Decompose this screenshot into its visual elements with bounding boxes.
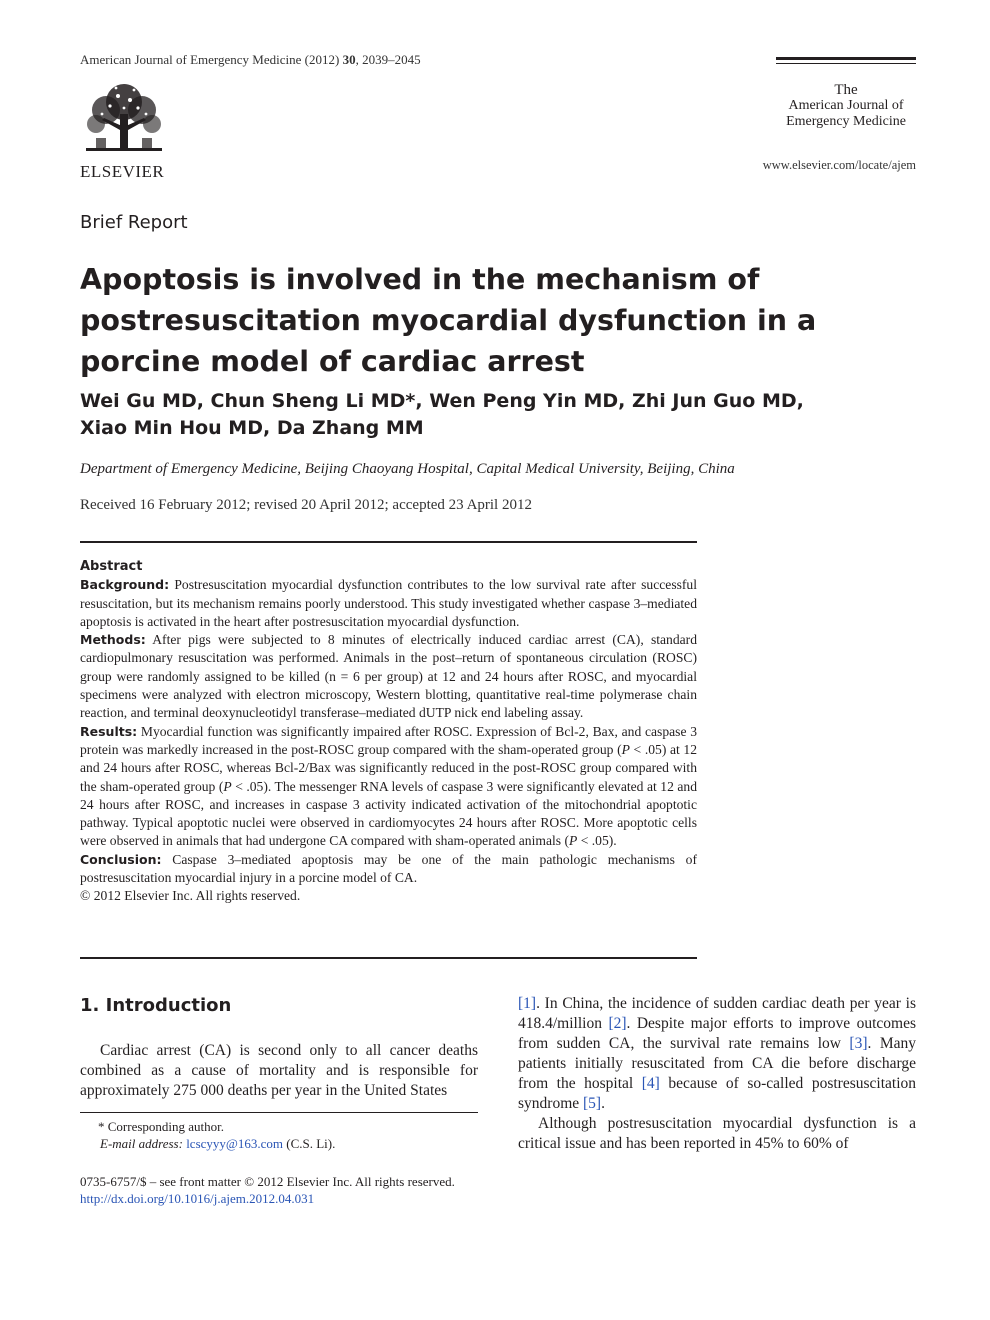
issn-block	[80, 1173, 500, 1207]
footnote	[80, 1118, 478, 1152]
abstract	[80, 558, 697, 906]
elsevier-tree-icon	[80, 80, 168, 160]
issn-line: 0735-6757/$ – see front matter © 2012 Elsevier Inc. All rights reserved.	[80, 1174, 455, 1189]
intro-paragraph-1: Cardiac arrest (CA) is second only to all cancer deaths combined as a cause of mortality and is responsible for approximately 275 000 deaths per year in the United States	[80, 1042, 478, 1099]
article-title: Apoptosis is involved in the mechanism of postresuscitation myocardial dysfunction in a porcine model of cardiac arrest	[80, 263, 817, 378]
journal-masthead	[776, 57, 916, 130]
publisher-name: ELSEVIER	[80, 162, 165, 181]
abstract-background: Background: Postresuscitation myocardial dysfunction contributes to the low survival rate after successful resuscitation, but its mechanism remains poorly understood. This study investigated whether caspase 3–mediated apoptosis is activated in the heart after postresuscitation myocardial dysfunction.	[80, 577, 697, 629]
elsevier-logo	[80, 80, 172, 182]
intro-right-column	[518, 994, 916, 1154]
abstract-results: Results: Myocardial function was significantly impaired after ROSC. Expression of Bcl-2, Bax, and caspase 3 protein was markedly increased in the post-ROSC group compared with the sham-operated group (P < .05) at 12 and 24 hours after ROSC, whereas Bcl-2/Bax was significantly reduced in the post-ROSC group compared with the sham-operated group (P < .05). The messenger RNA levels of caspase 3 were significantly elevated at 12 and 24 hours after ROSC, and increases in caspase 3 activity indicated activation of the mitochondrial apoptotic pathway. Typical apoptotic nuclei were observed in cardiomyocytes 24 hours after ROSC. More apoptotic cells were observed in animals that had undergone CA compared with sham-operated animals (P < .05).	[80, 723, 698, 849]
footnote-rule	[80, 1112, 478, 1113]
reference-link-1[interactable]: [1]	[518, 995, 537, 1012]
abstract-conclusion: Conclusion: Caspase 3–mediated apoptosis may be one of the main pathologic mechanisms of postresuscitation myocardial injury in a porcine model of CA.	[80, 851, 697, 886]
masthead-rule	[776, 57, 916, 60]
reference-link-4[interactable]: [4]	[641, 1075, 660, 1092]
journal-citation: American Journal of Emergency Medicine (2012) 30, 2039–2045	[80, 52, 421, 67]
reference-link-5[interactable]: [5]	[583, 1095, 602, 1112]
author-list: Wei Gu MD, Chun Sheng Li MD*, Wen Peng Yin MD, Zhi Jun Guo MD, Xiao Min Hou MD, Da Zhang MM	[80, 390, 804, 439]
abstract-methods: Methods: After pigs were subjected to 8 minutes of electrically induced cardiac arrest (CA), standard cardiopulmonary resuscitation was performed. Animals in the post–return of spontaneous circulation (ROSC) group were randomly assigned to be killed (n = 6 per group) at 12 and 24 hours after ROSC, and myocardial specimens were analyzed with electron microscopy, Western blotting, quantitative real-time polymerase chain reaction, and terminal deoxynucleotidyl transferase–mediated dUTP nick end labeling assay.	[80, 632, 697, 721]
corresponding-author-note: * Corresponding author.	[98, 1119, 225, 1134]
abstract-bottom-rule	[80, 957, 697, 959]
article-type: Brief Report	[80, 212, 188, 233]
doi-link[interactable]: http://dx.doi.org/10.1016/j.ajem.2012.04.031	[80, 1191, 315, 1206]
abstract-top-rule	[80, 541, 697, 543]
email-link[interactable]: lcscyyy@163.com	[186, 1136, 284, 1151]
journal-url[interactable]: www.elsevier.com/locate/ajem	[762, 158, 916, 172]
intro-heading: 1. Introduction	[80, 995, 232, 1016]
intro-paragraph-1-cont: [1]. In China, the incidence of sudden cardiac death per year is 418.4/million [2]. Despite major efforts to improve outcomes from sudden CA, the survival rate remains low [3]. Many patients initially resuscitated from CA die before discharge from the hospital [4] because of so-called postresuscitation syndrome [5].	[518, 995, 916, 1112]
reference-link-3[interactable]: [3]	[849, 1035, 868, 1052]
article-dates: Received 16 February 2012; revised 20 April 2012; accepted 23 April 2012	[80, 497, 532, 513]
intro-left-column	[80, 995, 478, 1101]
abstract-copyright: © 2012 Elsevier Inc. All rights reserved.	[80, 888, 301, 904]
abstract-heading: Abstract	[80, 559, 143, 574]
masthead-rule-thin	[776, 63, 916, 64]
reference-link-2[interactable]: [2]	[608, 1015, 627, 1032]
intro-paragraph-2: Although postresuscitation myocardial dysfunction is a critical issue and has been reported in 45% to 60% of	[518, 1115, 916, 1152]
email-note: E-mail address: lcscyyy@163.com (C.S. Li).	[100, 1136, 336, 1151]
journal-title: The American Journal of Emergency Medicine	[786, 82, 906, 129]
affiliation: Department of Emergency Medicine, Beijing Chaoyang Hospital, Capital Medical University, Beijing, China	[80, 461, 735, 477]
